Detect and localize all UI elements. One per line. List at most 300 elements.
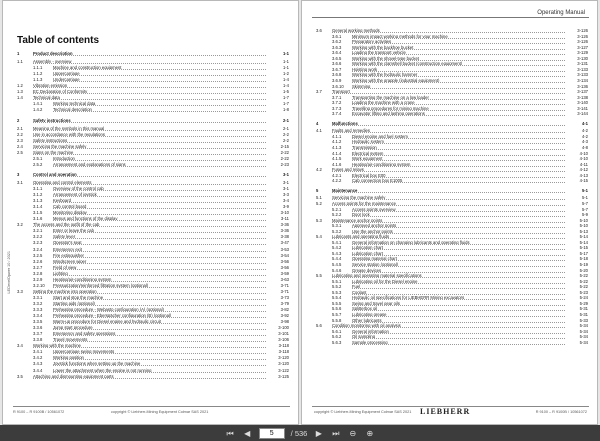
toc-number: 3.6.4 bbox=[332, 50, 342, 56]
toc-page-number: 5-9 bbox=[581, 212, 588, 218]
toc-label: Preheating procedure - Webasto configuration (A) (optional) bbox=[53, 307, 266, 312]
toc-label: Transmission bbox=[352, 145, 565, 150]
toc-page-number: 1-1 bbox=[282, 59, 289, 65]
toc-page-number: 2-1 bbox=[282, 125, 289, 131]
toc-label: The access and the outfit of the cab bbox=[33, 222, 266, 227]
toc-chapter[interactable] bbox=[3, 172, 298, 178]
toc-page-number: 5-1 bbox=[581, 195, 588, 201]
toc-page-number: 3-73 bbox=[280, 294, 289, 300]
toc-entry[interactable] bbox=[3, 107, 298, 113]
toc-page-number: 3-1 bbox=[282, 186, 289, 191]
toc-page-number: 5-22 bbox=[579, 284, 588, 290]
toc-page-number: 2-2 bbox=[282, 137, 289, 143]
next-page-icon[interactable]: ▶ bbox=[315, 428, 322, 438]
toc-page-number: 3-92 bbox=[280, 313, 289, 319]
toc-page-number: 4-12 bbox=[579, 167, 588, 173]
toc-label: Minimum impact working methods for your machine bbox=[352, 34, 565, 39]
toc-page-number: 5-24 bbox=[579, 295, 588, 301]
toc-label: Emergency exit bbox=[53, 247, 266, 252]
toc-page-number: 2-2 bbox=[282, 131, 289, 137]
first-page-icon[interactable]: ⏮ bbox=[226, 428, 234, 438]
toc-label: Attaching and dismounting equipment parts bbox=[33, 374, 266, 379]
toc-page-number: 4-8 bbox=[581, 145, 588, 150]
toc-label: Assembly - overview bbox=[33, 59, 266, 64]
toc-number: 3.2.5 bbox=[33, 252, 43, 258]
toc-number: 3.2.4 bbox=[33, 246, 43, 252]
toc-page-number: 3-122 bbox=[278, 367, 289, 373]
footer-doc-id: R 9100 – R 9100B / 10561072 bbox=[535, 410, 587, 414]
toc-label: Cab control board bbox=[53, 204, 266, 209]
toc-number: 2.5.2 bbox=[33, 161, 43, 167]
toc-number: 5.6.3 bbox=[332, 339, 342, 345]
toc-label: Lubricating oil for the Diesel engine bbox=[352, 279, 565, 284]
toc-page-number: 3-133 bbox=[577, 72, 588, 78]
running-header: Operating Manual bbox=[537, 10, 585, 16]
toc-chapter[interactable] bbox=[3, 51, 298, 57]
toc-label: Jump start procedure bbox=[53, 325, 266, 330]
toc-page-number: 4-2 bbox=[581, 128, 588, 134]
toc-page-number: 4-10 bbox=[579, 156, 588, 162]
toc-label: Windscreen wiper bbox=[53, 259, 266, 264]
page-title: Table of contents bbox=[17, 35, 100, 46]
toc-label: Technical description bbox=[53, 107, 266, 112]
toc-number: 5.4 bbox=[316, 234, 322, 240]
toc-number: 2.4 bbox=[17, 143, 23, 149]
toc-label: Splitterbox oil bbox=[352, 306, 565, 311]
toc-label: Undercarriage bbox=[53, 77, 266, 82]
toc-entry[interactable] bbox=[302, 340, 597, 346]
toc-number: 2.2 bbox=[17, 131, 23, 137]
side-text: LEDevelOpwer 10 / 2021 bbox=[7, 251, 11, 294]
toc-number: 4.1.6 bbox=[332, 161, 342, 167]
toc-page-number: 5-34 bbox=[579, 323, 588, 329]
toc-number: 3.1 bbox=[17, 179, 23, 185]
toc-page-number: 3-126 bbox=[577, 33, 588, 39]
toc-label: Service station (optional) bbox=[352, 262, 565, 267]
toc-label: Starting aids (optional) bbox=[53, 301, 266, 306]
toc-label: Working with the backhoe bucket bbox=[352, 45, 565, 50]
toc-number: 3.6.7 bbox=[332, 66, 342, 72]
toc-number: 3.1.4 bbox=[33, 204, 43, 210]
toc-number: 1.1.3 bbox=[33, 77, 43, 83]
toc-entry[interactable] bbox=[302, 178, 597, 184]
toc-page-number: 3-82 bbox=[280, 307, 289, 312]
toc-page-number: 3-144 bbox=[577, 111, 588, 117]
toc-label: Working with the grapple (industrial equipment) bbox=[352, 78, 565, 83]
toc-label: Door lock bbox=[352, 212, 565, 217]
toc-page-number: 3-106 bbox=[278, 337, 289, 343]
toc-label: Loading the transport vehicle bbox=[352, 50, 565, 55]
toc-number: 5.2.2 bbox=[332, 212, 342, 218]
toc-number: 3.2.2 bbox=[33, 234, 43, 240]
toc-number: 1.4.2 bbox=[33, 107, 43, 113]
toc-label: Lighting bbox=[53, 271, 266, 276]
toc-page-number: 3-126 bbox=[577, 39, 588, 45]
toc-page-number: 3-118 bbox=[278, 349, 289, 355]
toc-page-number: 3-38 bbox=[280, 234, 289, 240]
toc-page-number: 2-15 bbox=[280, 143, 289, 149]
toc-number: 4.1.4 bbox=[332, 150, 342, 156]
toc-number: 5.4.1 bbox=[332, 239, 342, 245]
toc-label: Approved anchor points bbox=[352, 223, 565, 228]
toc-number: 3.3.2 bbox=[33, 300, 43, 306]
toc-label: Joystick functions when setting up the machine bbox=[53, 361, 266, 366]
toc-page-number: 3-79 bbox=[280, 300, 289, 306]
toc-number: 3.7.3 bbox=[332, 105, 342, 111]
toc-page-number: 3-98 bbox=[280, 319, 289, 325]
toc-page-number: 3-140 bbox=[577, 100, 588, 106]
toc-number: 5.2 bbox=[316, 200, 322, 206]
toc-page-number: 3-100 bbox=[278, 325, 289, 331]
toc-page-number: 3-71 bbox=[280, 288, 289, 294]
toc-number: 3 bbox=[17, 171, 20, 177]
toc-chapter[interactable] bbox=[3, 118, 298, 124]
toc-page-number: 5-1 bbox=[581, 187, 588, 193]
toc-number: 3.1.5 bbox=[33, 210, 43, 216]
footer-divider bbox=[13, 406, 290, 407]
toc-number: 5.3 bbox=[316, 217, 322, 223]
toc-label: Maintenance bbox=[332, 188, 565, 193]
toc-label: Hoisting work bbox=[352, 67, 565, 72]
toc-page-number: 4-15 bbox=[579, 178, 588, 184]
toc-number: 3.1.1 bbox=[33, 186, 43, 191]
toc-page-number: 3-136 bbox=[577, 83, 588, 89]
toc-label: Hydraulic oil specifications for LIEBHERR Mining excavators bbox=[352, 295, 565, 300]
toc-number: 3.4 bbox=[17, 343, 23, 349]
toc-number: 3.4.1 bbox=[33, 349, 43, 355]
toc-number: 3.3.1 bbox=[33, 294, 43, 300]
toc-number: 3.4.2 bbox=[33, 355, 43, 361]
toc-page-number: 3-47 bbox=[280, 240, 289, 246]
toc-number: 5.4.3 bbox=[332, 250, 342, 256]
toc-number: 3.6.2 bbox=[332, 39, 342, 45]
toc-label: Safety instructions bbox=[33, 138, 266, 143]
toc-page-number: 3-1 bbox=[282, 171, 289, 177]
toc-label: Vibration emission bbox=[33, 83, 266, 88]
toc-number: 4.1 bbox=[316, 128, 322, 134]
toc-chapter[interactable] bbox=[302, 188, 597, 194]
toc-label: Menus and functions of the display bbox=[53, 216, 266, 221]
toc-number: 3.6.6 bbox=[332, 61, 342, 67]
toc-number: 1.4 bbox=[17, 95, 23, 101]
toc-number: 5.5.1 bbox=[332, 278, 342, 284]
toc-number: 5.5.4 bbox=[332, 295, 342, 301]
toc-label: Working with the hydraulic hammer bbox=[352, 72, 565, 77]
toc-page-number: 3-63 bbox=[280, 276, 289, 282]
toc-page-number: 1-1 bbox=[282, 65, 289, 71]
toc-label: Swing and travel gear oils bbox=[352, 301, 565, 306]
toc-page-number: 5-34 bbox=[579, 334, 588, 340]
toc-number: 4.1.2 bbox=[332, 139, 342, 145]
toc-page-number: 1-8 bbox=[282, 107, 289, 113]
toc-number: 2.5.1 bbox=[33, 155, 43, 161]
toc-number: 3.2.9 bbox=[33, 276, 43, 282]
toc-number: 5.5.3 bbox=[332, 289, 342, 295]
toc-page-number: 1-7 bbox=[282, 95, 289, 101]
toc-page-number: 3-54 bbox=[280, 252, 289, 258]
toc-label: Lower the attachment when the engine is not running bbox=[53, 368, 266, 373]
toc-label: Maintenance anchor points bbox=[332, 218, 565, 223]
toc-number: 3.6.9 bbox=[332, 77, 342, 83]
toc-page-number: 3-101 bbox=[278, 331, 289, 337]
toc-label: Preparatory activities bbox=[352, 39, 565, 44]
toc-page-number: 3-126 bbox=[577, 28, 588, 33]
toc-page-number: 4-2 bbox=[581, 133, 588, 139]
toc-page-number: 5-7 bbox=[581, 206, 588, 212]
last-page-icon[interactable]: ⏭ bbox=[332, 428, 340, 438]
toc-label: Loading the machine with a crane bbox=[352, 100, 565, 105]
toc-page-number: 1-7 bbox=[282, 101, 289, 107]
toc-number: 3.7.4 bbox=[332, 111, 342, 117]
toc-number: 3.6.1 bbox=[332, 33, 342, 39]
toc-number: 2.1 bbox=[17, 125, 23, 131]
toc-page-number: 2-22 bbox=[280, 155, 289, 161]
header-divider bbox=[312, 17, 589, 18]
toc-number: 4.1.3 bbox=[332, 145, 342, 150]
toc-page-number: 5-22 bbox=[579, 278, 588, 284]
toc-label: Field of view bbox=[53, 265, 266, 270]
toc-label: Use in accordance with the regulations bbox=[33, 132, 266, 137]
toc-label: Introduction bbox=[53, 156, 266, 161]
toc-label: Uppercarriage bbox=[53, 71, 266, 76]
toc-label: Fire extinguisher bbox=[53, 253, 266, 258]
toc-page-number: 3-56 bbox=[280, 258, 289, 264]
toc-page-number: 3-56 bbox=[280, 264, 289, 270]
toc-label: Electrical system bbox=[352, 151, 565, 156]
toc-page-number: 3-120 bbox=[278, 361, 289, 367]
toc-number: 3.5 bbox=[17, 373, 23, 379]
toc-label: Warm-up procedure for Diesel engine and hydraulic circuit bbox=[53, 319, 266, 324]
toc-page-number: 3-11 bbox=[280, 216, 289, 222]
toc-number: 3.6.5 bbox=[332, 55, 342, 61]
toc-page-number: 4-3 bbox=[581, 139, 588, 145]
toc-label: Lubrication chart bbox=[352, 245, 565, 250]
toc-number: 3.3 bbox=[17, 288, 23, 294]
toc-label: Heating/air-conditioning system bbox=[53, 277, 266, 282]
toc-number: 2 bbox=[17, 117, 20, 123]
toc-label: Enter or leave the cab bbox=[53, 228, 266, 233]
toc-number: 1 bbox=[17, 51, 20, 56]
toc-label: Access points for the maintenance bbox=[332, 201, 565, 206]
toc-page-number: 2-22 bbox=[280, 149, 289, 155]
toc-number: 5.2.1 bbox=[332, 206, 342, 212]
toc-number: 3.1.2 bbox=[33, 192, 43, 198]
toc-label: EC Declaration of Conformity bbox=[33, 89, 266, 94]
toc-number: 3.6 bbox=[316, 28, 322, 33]
toc-number: 5.5.7 bbox=[332, 311, 342, 317]
toc-label: Use the anchor points bbox=[352, 229, 565, 234]
toc-label: Overview of the control cab bbox=[53, 186, 266, 191]
toc-page-number: 3-120 bbox=[278, 355, 289, 361]
toc-number: 5.4.6 bbox=[332, 267, 342, 273]
footer-copyright: copyright © Liebherr-Mining Equipment Colmar SAS 2021 bbox=[111, 410, 209, 414]
toc-label: Keyboard bbox=[53, 198, 266, 203]
toc-label: General working methods bbox=[332, 28, 565, 33]
toc-number: 4.2.2 bbox=[332, 178, 342, 184]
toc-number: 3.2.8 bbox=[33, 270, 43, 276]
toc-number: 3.1.3 bbox=[33, 198, 43, 204]
toc-label: Lubrication chart bbox=[352, 251, 565, 256]
toc-label: Condition monitoring with oil analysis bbox=[332, 323, 565, 328]
toc-number: 3.4.4 bbox=[33, 367, 43, 373]
toc-label: Travel movements bbox=[53, 337, 266, 342]
toc-number: 3.1.6 bbox=[33, 216, 43, 222]
toc-label: Machine and construction equipment bbox=[53, 65, 266, 70]
toc-number: 5.5.6 bbox=[332, 306, 342, 312]
toc-number: 3.3.7 bbox=[33, 331, 43, 337]
zoom-out-icon[interactable]: ⊖ bbox=[349, 428, 357, 438]
toc-label: Uppercarriage swing movements bbox=[53, 349, 266, 354]
toc-page-number: 4-1 bbox=[581, 120, 588, 126]
toc-page-number: 3-127 bbox=[577, 44, 588, 50]
toc-number: 4.2 bbox=[316, 167, 322, 173]
toc-label: Signs on the machine bbox=[33, 150, 266, 155]
toc-number: 5.6.1 bbox=[332, 328, 342, 334]
toc-label: Working with the shovel-type bucket bbox=[352, 56, 565, 61]
toc-page-number: 3-36 bbox=[280, 228, 289, 234]
toc-label: Lubricants and operating fluids bbox=[332, 234, 565, 239]
viewer-toolbar bbox=[0, 425, 600, 441]
toc-page-number: 5-34 bbox=[579, 339, 588, 345]
toc-number: 3.3.3 bbox=[33, 307, 43, 312]
toc-label: Setting the machine into operation bbox=[33, 289, 266, 294]
toc-number: 1.1.2 bbox=[33, 71, 43, 77]
toc-label: Operator's seat bbox=[53, 240, 266, 245]
toc-label: Servicing the machine safely bbox=[33, 144, 266, 149]
toc-label: Safety instructions bbox=[33, 118, 266, 123]
toc-number: 2.5 bbox=[17, 149, 23, 155]
toc-page-number: 4-10 bbox=[579, 150, 588, 156]
left-page bbox=[2, 0, 299, 425]
toc-page-number: 5-20 bbox=[579, 267, 588, 273]
toc-page-number: 3-137 bbox=[577, 89, 588, 95]
toc-page-number: 5-13 bbox=[579, 228, 588, 234]
page-number-input[interactable] bbox=[259, 428, 285, 439]
toc-number: 5.3.2 bbox=[332, 228, 342, 234]
toc-label: Sample processing bbox=[352, 340, 565, 345]
toc-number: 5.4.2 bbox=[332, 245, 342, 251]
toc-page-number: 3-118 bbox=[278, 343, 289, 349]
toc-number: 5.3.1 bbox=[332, 223, 342, 229]
toc-page-number: 3-129 bbox=[577, 50, 588, 56]
toc-number: 5.5 bbox=[316, 273, 322, 279]
toc-page-number: 3-4 bbox=[282, 198, 289, 204]
footer-copyright: copyright © Liebherr-Mining Equipment Colmar SAS 2021 bbox=[314, 410, 412, 414]
toc-label: Cab connection box E1005 bbox=[352, 178, 565, 183]
toc-number: 3.3.5 bbox=[33, 319, 43, 325]
right-page bbox=[301, 0, 598, 425]
toc-page-number: 3-53 bbox=[280, 246, 289, 252]
toc-page-number: 3-71 bbox=[280, 282, 289, 288]
toc-label: Control and operation bbox=[33, 172, 266, 177]
toc-label: Excavator lifting and lashing operations bbox=[352, 111, 565, 116]
toc-page-number: 4-11 bbox=[579, 161, 588, 167]
toc-number: 3.7 bbox=[316, 89, 322, 95]
toc-page-number: 5-10 bbox=[579, 217, 588, 223]
toc-label: Working position bbox=[53, 355, 266, 360]
toc-label: Meaning of the symbols in this manual bbox=[33, 126, 266, 131]
toc-entry[interactable] bbox=[3, 162, 298, 168]
toc-page-number: 2-23 bbox=[280, 161, 289, 167]
toc-number: 3.2 bbox=[17, 222, 23, 228]
toc-number: 5.6.2 bbox=[332, 334, 342, 340]
toc-page-number: 3-3 bbox=[282, 192, 289, 198]
toc-page-number: 3-141 bbox=[577, 105, 588, 111]
toc-label: Safety lever bbox=[53, 234, 266, 239]
toc-label: Oil sampling bbox=[352, 334, 565, 339]
toc-page-number: 1-4 bbox=[282, 83, 289, 89]
toc-page-number: 5-33 bbox=[579, 317, 588, 323]
toc-number: 3.3.6 bbox=[33, 325, 43, 331]
toc-page-number: 5-34 bbox=[579, 328, 588, 334]
toc-number: 2.3 bbox=[17, 137, 23, 143]
toc-label: Diesel engine and fuel system bbox=[352, 134, 565, 139]
toc-label: Access points overview bbox=[352, 207, 565, 212]
toc-page-number: 5-22 bbox=[579, 273, 588, 279]
toc-number: 1.1.1 bbox=[33, 65, 43, 71]
toc-number: 3.2.7 bbox=[33, 264, 43, 270]
toc-page-number: 4-13 bbox=[579, 172, 588, 178]
toc-page-number: 5-7 bbox=[581, 200, 588, 206]
toc-page-number: 5-31 bbox=[579, 311, 588, 317]
toc-label: Lubricating and operating material specifications bbox=[332, 273, 565, 278]
toc-number: 4.2.1 bbox=[332, 172, 342, 178]
toc-label: General information on changing lubricants and operating fluids bbox=[352, 240, 565, 245]
toc-number: 3.3.8 bbox=[33, 337, 43, 343]
toc-number: 5.4.5 bbox=[332, 262, 342, 267]
previous-page-icon[interactable]: ◀ bbox=[244, 428, 251, 438]
toc-label: Operating and control elements bbox=[33, 180, 266, 185]
toc-page-number: 2-1 bbox=[282, 117, 289, 123]
toc-page-number: 1-4 bbox=[282, 77, 289, 83]
toc-entry[interactable] bbox=[3, 374, 298, 380]
toc-label: Emergency and safety operations bbox=[53, 331, 266, 336]
toc-page-number: 3-59 bbox=[280, 270, 289, 276]
toc-number: 5 bbox=[316, 187, 319, 193]
zoom-in-icon[interactable]: ⊕ bbox=[366, 428, 374, 438]
toc-label: Working with the clamshell bucket (construction equipment) bbox=[352, 61, 565, 66]
toc-chapter[interactable] bbox=[302, 121, 597, 127]
toc-label: Preheating procedure - Eberspächer configuration (B) (optional) bbox=[53, 313, 266, 318]
toc-label: Malfunctions bbox=[332, 121, 565, 126]
toc-page-number: 5-31 bbox=[579, 306, 588, 312]
toc-number: 3.3.4 bbox=[33, 313, 43, 319]
toc-page-number: 5-23 bbox=[579, 289, 588, 295]
toc-page-number: 3-125 bbox=[278, 373, 289, 379]
toc-page-number: 5-19 bbox=[579, 262, 588, 267]
toc-label: Heating/air-conditioning system bbox=[352, 162, 565, 167]
toc-label: Transporting the machine on a low loader bbox=[352, 95, 565, 100]
toc-page-number: 3-133 bbox=[577, 66, 588, 72]
toc-page-number: 3-10 bbox=[280, 210, 289, 216]
toc-label: Electrical box E00 bbox=[352, 173, 565, 178]
toc-label: Transport bbox=[332, 89, 565, 94]
toc-label: Travelling procedures for mining machine bbox=[352, 106, 565, 111]
page-total: / 536 bbox=[290, 428, 308, 438]
toc-label: Start and stop the machine bbox=[53, 295, 266, 300]
toc-label: Monitoring display bbox=[53, 210, 266, 215]
toc-label: Coolant bbox=[352, 290, 565, 295]
toc-label: Technical data bbox=[33, 95, 266, 100]
toc-entry[interactable] bbox=[302, 111, 597, 117]
toc-page-number: 3-138 bbox=[577, 94, 588, 100]
toc-page-number: 3-131 bbox=[577, 61, 588, 67]
toc-page-number: 5-18 bbox=[579, 256, 588, 262]
toc-number: 3.2.3 bbox=[33, 240, 43, 246]
toc-page-number: 5-29 bbox=[579, 300, 588, 306]
toc-page-number: 3-1 bbox=[282, 179, 289, 185]
toc-number: 5.6 bbox=[316, 323, 322, 329]
